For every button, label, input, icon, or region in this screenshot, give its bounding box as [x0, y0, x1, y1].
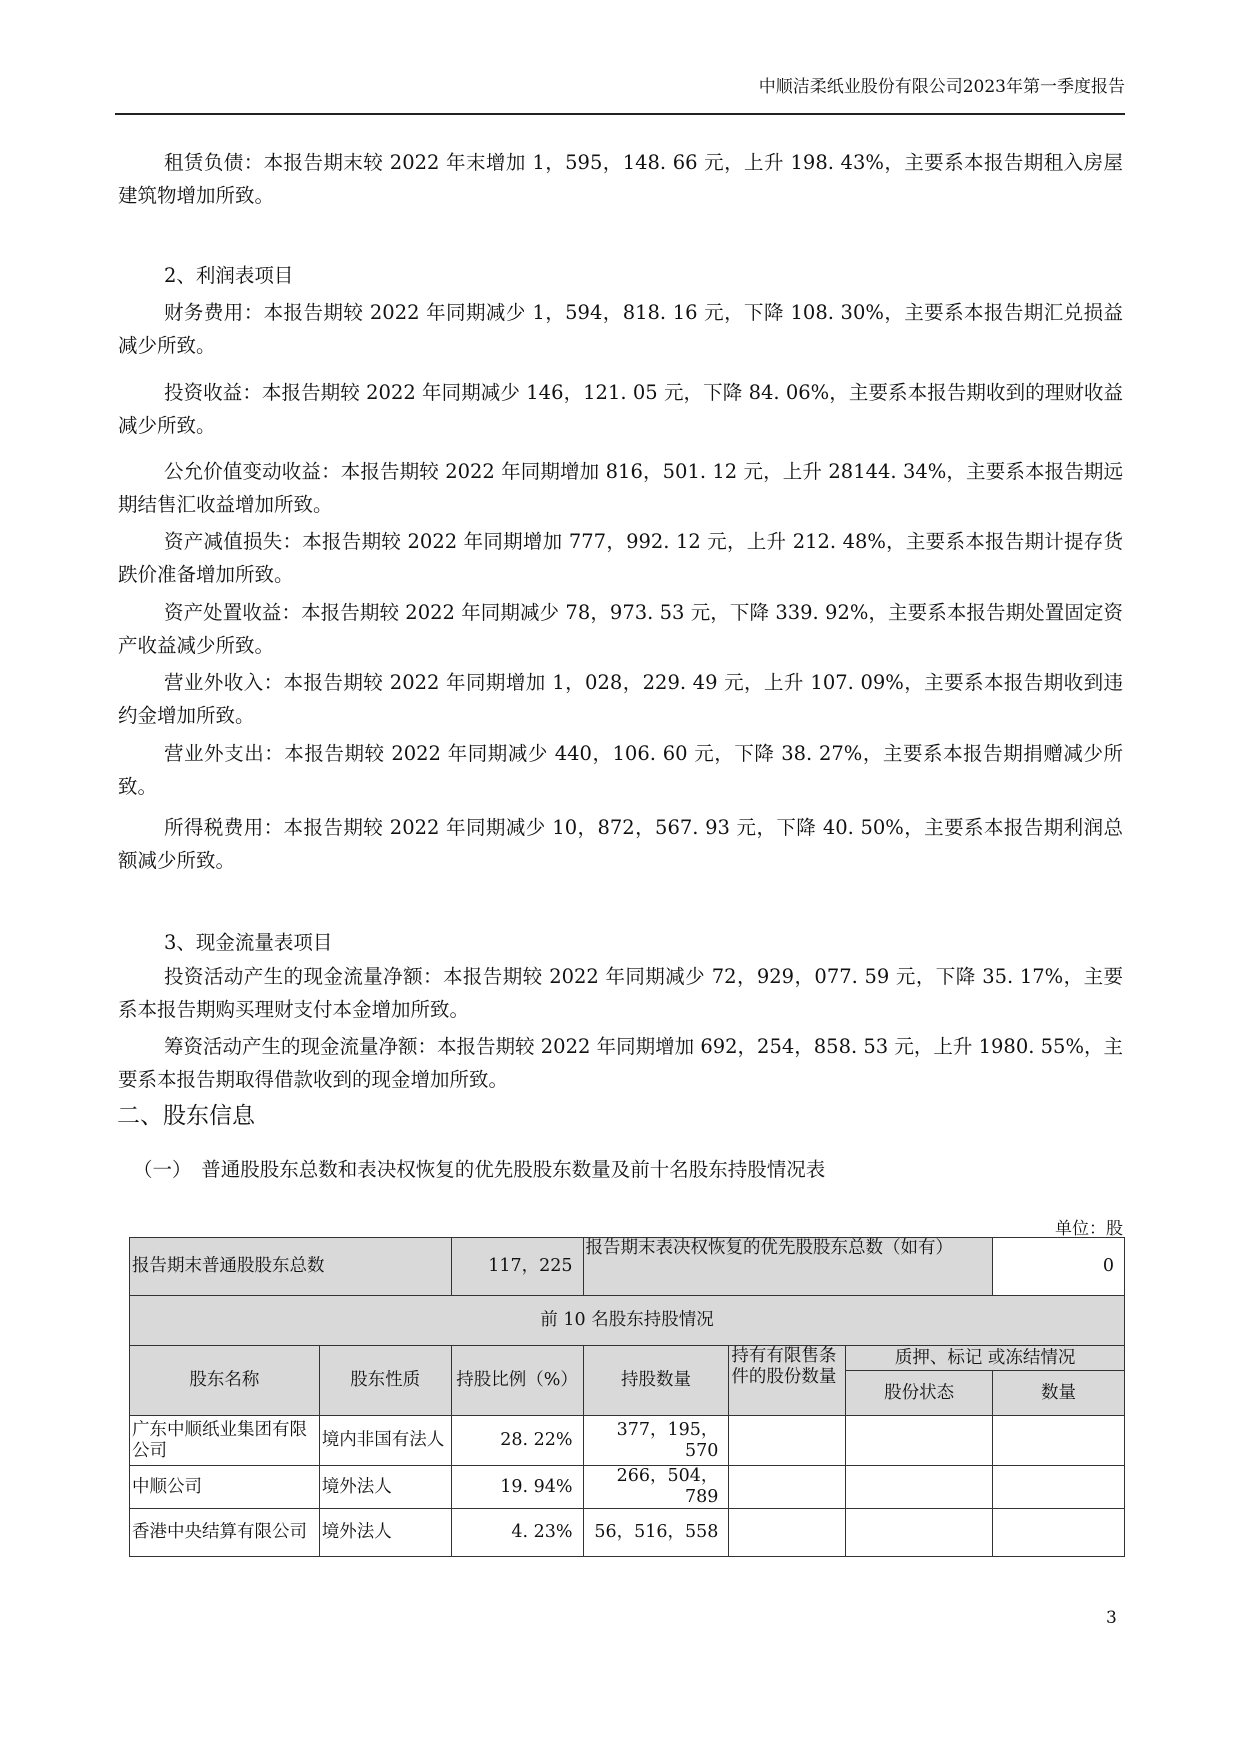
col-header-pledge-status: 股份状态: [846, 1371, 993, 1416]
col-header-pledge-quantity: 数量: [993, 1371, 1125, 1416]
shareholder-table: [129, 1237, 1125, 1557]
holder-name: 中顺公司: [130, 1466, 320, 1509]
section-heading-shareholders: 二、股东信息: [117, 1103, 255, 1129]
holder-nature: 境内非国有法人: [319, 1416, 451, 1466]
holder-ratio: 19. 94%: [451, 1466, 583, 1509]
shareholder-table-title: （一） 普通股股东总数和表决权恢复的优先股股东数量及前十名股东持股情况表: [133, 1158, 826, 1181]
holder-quantity: 56，516，558: [583, 1509, 729, 1557]
column-header-row: [130, 1346, 1125, 1371]
page-number: 3: [1106, 1608, 1117, 1628]
paragraph-asset-disposal: 资产处置收益：本报告期较 2022 年同期减少 78，973. 53 元，下降 339. 92%，主要系本报告期处置固定资产收益减少所致。: [118, 601, 1123, 657]
header-rule: [115, 113, 1125, 115]
top10-title-row: [130, 1296, 1125, 1346]
paragraph-financing-cash-flow: 筹资活动产生的现金流量净额：本报告期较 2022 年同期增加 692，254，858. 53 元，上升 1980. 55%，主要系本报告期取得借款收到的现金增加所致。: [118, 1035, 1123, 1091]
holder-quantity: 266，504，789: [583, 1466, 729, 1509]
holder-name: 香港中央结算有限公司: [130, 1509, 320, 1557]
holder-pledge-status: [846, 1509, 993, 1557]
paragraph-asset-impairment: 资产减值损失：本报告期较 2022 年同期增加 777，992. 12 元，上升 212. 48%，主要系本报告期计提存货跌价准备增加所致。: [118, 530, 1123, 586]
top10-title: 前 10 名股东持股情况: [130, 1296, 1125, 1346]
summary-row: [130, 1238, 1125, 1296]
holder-nature: 境外法人: [319, 1466, 451, 1509]
table-row: [130, 1509, 1125, 1557]
col-header-pledge-group: 质押、标记 或冻结情况: [846, 1346, 1125, 1371]
holder-pledge-quantity: [993, 1416, 1125, 1466]
col-header-quantity: 持股数量: [583, 1346, 729, 1416]
paragraph-lease-liability: 租赁负债：本报告期末较 2022 年末增加 1，595，148. 66 元，上升 198. 43%，主要系本报告期租入房屋建筑物增加所致。: [118, 151, 1123, 207]
col-header-restricted: 持有有限售条件的股份数量: [729, 1346, 846, 1416]
col-header-ratio: 持股比例（%）: [451, 1346, 583, 1416]
unit-label: 单位：股: [1055, 1219, 1123, 1239]
paragraph-investing-cash-flow: 投资活动产生的现金流量净额：本报告期较 2022 年同期减少 72，929，077. 59 元，下降 35. 17%，主要系本报告期购买理财支付本金增加所致。: [118, 965, 1123, 1021]
paragraph-non-operating-expense: 营业外支出：本报告期较 2022 年同期减少 440，106. 60 元，下降 38. 27%，主要系本报告期捐赠减少所致。: [118, 742, 1123, 798]
paragraph-income-tax: 所得税费用：本报告期较 2022 年同期减少 10，872，567. 93 元，下降 40. 50%，主要系本报告期利润总额减少所致。: [118, 816, 1123, 872]
holder-pledge-quantity: [993, 1466, 1125, 1509]
heading-income-statement: 2、利润表项目: [164, 264, 294, 287]
col-header-nature: 股东性质: [319, 1346, 451, 1416]
paragraph-fair-value-change: 公允价值变动收益：本报告期较 2022 年同期增加 816，501. 12 元，上升 28144. 34%，主要系本报告期远期结售汇收益增加所致。: [118, 460, 1123, 516]
preferred-holders-label: 报告期末表决权恢复的优先股股东总数（如有）: [583, 1238, 993, 1296]
holder-restricted: [729, 1416, 846, 1466]
page-header: 中顺洁柔纸业股份有限公司2023年第一季度报告: [758, 77, 1125, 97]
holder-pledge-status: [846, 1466, 993, 1509]
holder-ratio: 4. 23%: [451, 1509, 583, 1557]
paragraph-financial-expense: 财务费用：本报告期较 2022 年同期减少 1，594，818. 16 元，下降 108. 30%，主要系本报告期汇兑损益减少所致。: [118, 301, 1123, 357]
holder-pledge-quantity: [993, 1509, 1125, 1557]
holder-quantity: 377，195，570: [583, 1416, 729, 1466]
paragraph-investment-income: 投资收益：本报告期较 2022 年同期减少 146，121. 05 元，下降 84. 06%，主要系本报告期收到的理财收益减少所致。: [118, 381, 1123, 437]
holder-nature: 境外法人: [319, 1509, 451, 1557]
col-header-name: 股东名称: [130, 1346, 320, 1416]
paragraph-non-operating-income: 营业外收入：本报告期较 2022 年同期增加 1，028，229. 49 元，上升 107. 09%，主要系本报告期收到违约金增加所致。: [118, 671, 1123, 727]
table-row: [130, 1416, 1125, 1466]
heading-cash-flow: 3、现金流量表项目: [164, 931, 333, 954]
holder-restricted: [729, 1466, 846, 1509]
common-holders-label: 报告期末普通股股东总数: [130, 1238, 452, 1296]
holder-ratio: 28. 22%: [451, 1416, 583, 1466]
common-holders-value: 117，225: [451, 1238, 583, 1296]
holder-pledge-status: [846, 1416, 993, 1466]
table-row: [130, 1466, 1125, 1509]
holder-restricted: [729, 1509, 846, 1557]
preferred-holders-value: 0: [993, 1238, 1125, 1296]
holder-name: 广东中顺纸业集团有限公司: [130, 1416, 320, 1466]
